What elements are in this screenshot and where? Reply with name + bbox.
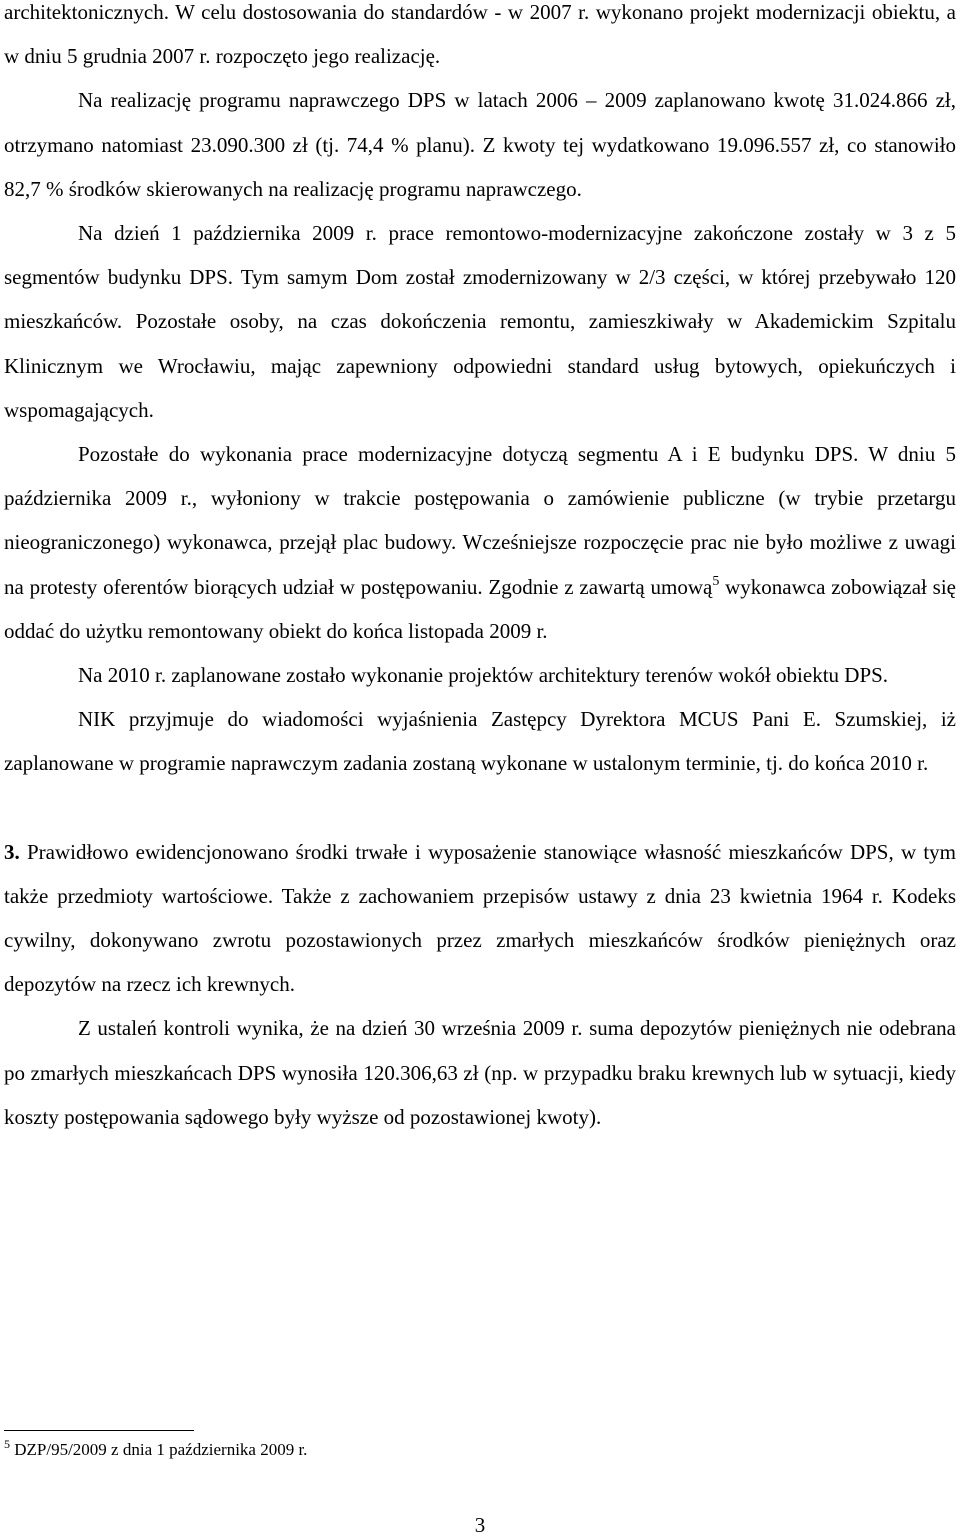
- footnote-text: DZP/95/2009 z dnia 1 października 2009 r.: [10, 1440, 308, 1459]
- paragraph-7-text: Prawidłowo ewidencjonowano środki trwałe i wyposażenie stanowiące własność mieszkańców DPS, w tym także przedmioty wartościowe. Także z zachowaniem przepisów ustawy z dnia 23 kwietnia 1964 r. Kodeks cywilny, dokonywano zwrotu pozostawionych przez zmarłych mieszkańców środków pieniężnych oraz depozytów na rzecz ich krewnych.: [4, 839, 956, 997]
- footnote-marker: 5: [4, 1437, 10, 1451]
- page-number: 3: [474, 1513, 486, 1537]
- footnote: [4, 1439, 307, 1461]
- paragraph-4-text: Pozostałe do wykonania prace modernizacyjne dotyczą segmentu A i E budynku DPS. W dniu 5 października 2009 r., wyłoniony w trakcie postępowania o zamówienie publiczne (w trybie przetargu nieograniczonego) wykonawca, przejął plac budowy. Wcześniejsze rozpoczęcie prac nie było możliwe z uwagi na protesty oferentów biorących udział w postępowaniu. Zgodnie z zawartą umową: [4, 442, 956, 599]
- paragraph-4-text-end: wykonawca zobowiązał się oddać do użytku remontowany obiekt do końca listopada 2009 r.: [4, 574, 956, 643]
- paragraph-7: [4, 830, 956, 1007]
- paragraph-5: Na 2010 r. zaplanowane zostało wykonanie projektów architektury terenów wokół obiektu DPS.: [78, 663, 889, 688]
- paragraph-1: architektonicznych. W celu dostosowania do standardów - w 2007 r. wykonano projekt modernizacji obiektu, a w dniu 5 grudnia 2007 r. rozpoczęto jego realizację.: [4, 0, 956, 69]
- document-page: [4, 0, 956, 1537]
- footnote-divider: [4, 1430, 194, 1431]
- section-number: 3.: [4, 839, 20, 864]
- paragraph-2: Na realizację programu naprawczego DPS w latach 2006 – 2009 zaplanowano kwotę 31.024.866 zł, otrzymano natomiast 23.090.300 zł (tj. 74,4 % planu). Z kwoty tej wydatkowano 19.096.557 zł, co stanowiło 82,7 % środków skierowanych na realizację programu naprawczego.: [4, 88, 956, 201]
- footnote-reference: 5: [712, 573, 720, 589]
- paragraph-4: [4, 432, 956, 653]
- paragraph-6: NIK przyjmuje do wiadomości wyjaśnienia Zastępcy Dyrektora MCUS Pani E. Szumskiej, iż zaplanowane w programie naprawczym zadania zostaną wykonane w ustalonym terminie, tj. do końca 2010 r.: [4, 707, 956, 776]
- paragraph-3: Na dzień 1 października 2009 r. prace remontowo-modernizacyjne zakończone zostały w 3 z 5 segmentów budynku DPS. Tym samym Dom został zmodernizowany w 2/3 części, w której przebywało 120 mieszkańców. Pozostałe osoby, na czas dokończenia remontu, zamieszkiwały w Akademickim Szpitalu Klinicznym we Wrocławiu, mając zapewniony odpowiedni standard usług bytowych, opiekuńczych i wspomagających.: [4, 221, 956, 422]
- paragraph-8: Z ustaleń kontroli wynika, że na dzień 30 września 2009 r. suma depozytów pieniężnych nie odebrana po zmarłych mieszkańcach DPS wynosiła 120.306,63 zł (np. w przypadku braku krewnych lub w sytuacji, kiedy koszty postępowania sądowego były wyższe od pozostawionej kwoty).: [4, 1016, 956, 1129]
